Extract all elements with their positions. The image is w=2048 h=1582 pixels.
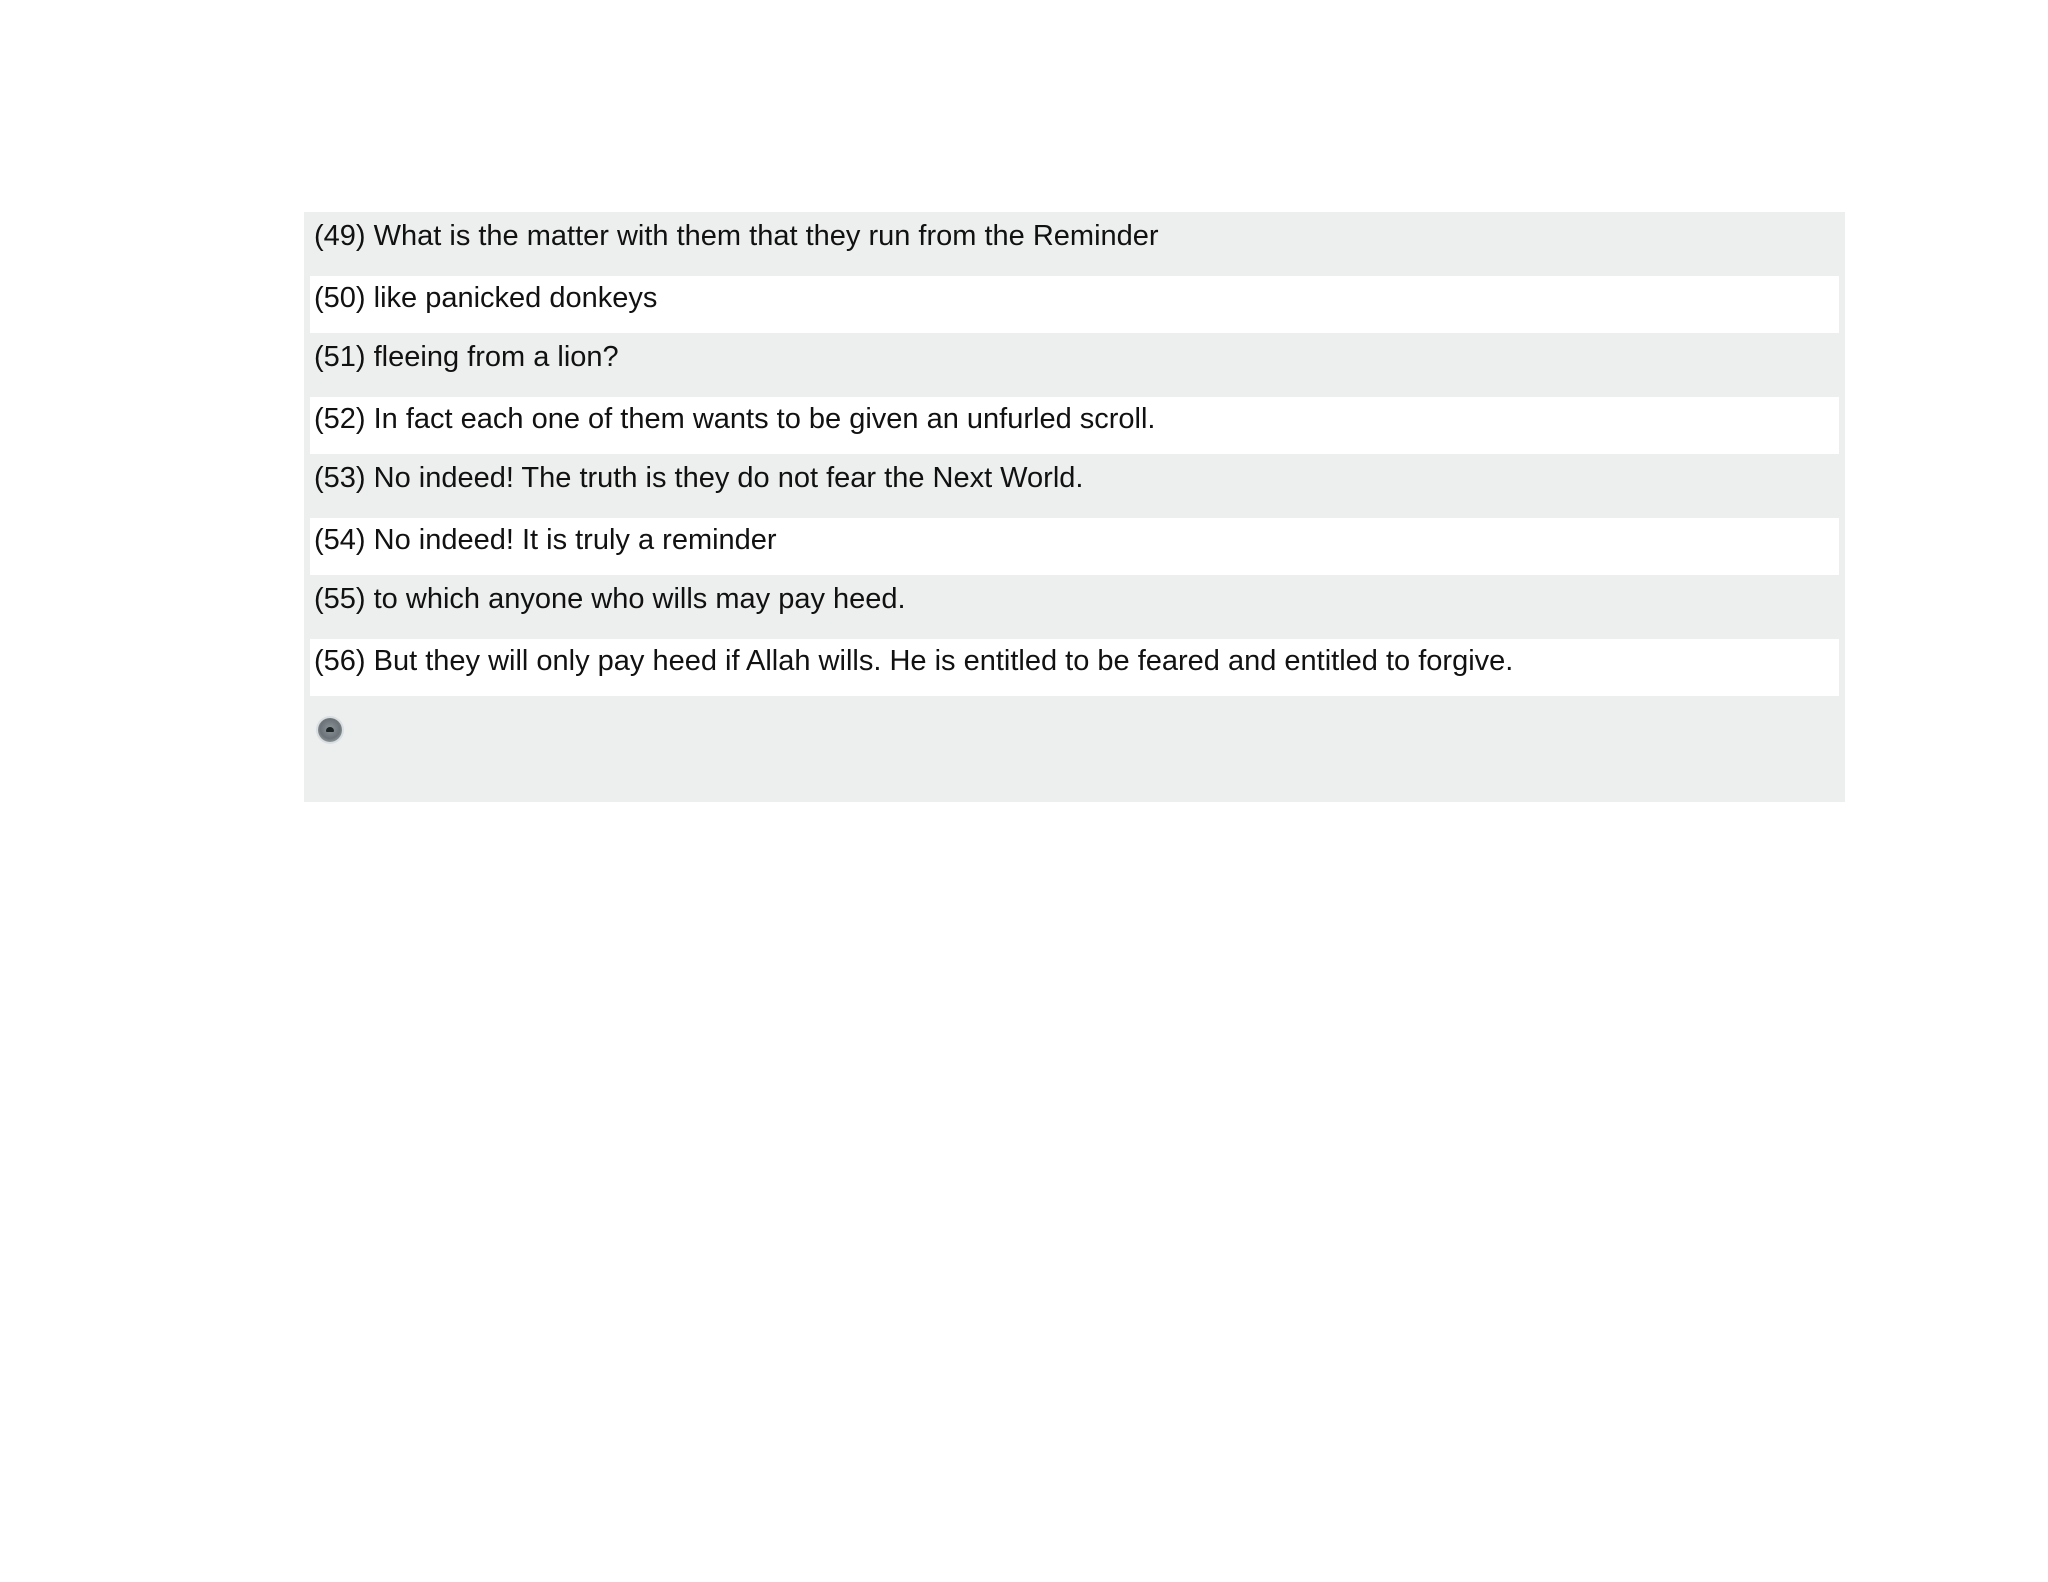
- verse-text: (52) In fact each one of them wants to be given an unfurled scroll.: [314, 403, 1156, 435]
- verse-list: [310, 212, 1839, 696]
- verse-row-49: [310, 212, 1839, 276]
- verse-text: (53) No indeed! The truth is they do not fear the Next World.: [314, 462, 1084, 494]
- verses-panel: [304, 212, 1845, 802]
- verse-row-54: [310, 518, 1839, 575]
- verse-row-51: [310, 333, 1839, 397]
- verse-text: (51) fleeing from a lion?: [314, 341, 619, 373]
- verse-row-50: [310, 276, 1839, 333]
- verse-text: (55) to which anyone who wills may pay heed.: [314, 583, 906, 615]
- collapse-up-icon[interactable]: [318, 718, 342, 742]
- verse-row-53: [310, 454, 1839, 518]
- verse-row-56: [310, 639, 1839, 696]
- panel-footer: [310, 696, 1839, 756]
- verse-text: (50) like panicked donkeys: [314, 282, 658, 314]
- verse-text: (54) No indeed! It is truly a reminder: [314, 524, 777, 556]
- verse-row-52: [310, 397, 1839, 454]
- verse-row-55: [310, 575, 1839, 639]
- verse-text: (56) But they will only pay heed if Allah wills. He is entitled to be feared and entitled to forgive.: [314, 645, 1514, 677]
- chevron-up-icon: [326, 727, 334, 732]
- verse-text: (49) What is the matter with them that they run from the Reminder: [314, 220, 1159, 252]
